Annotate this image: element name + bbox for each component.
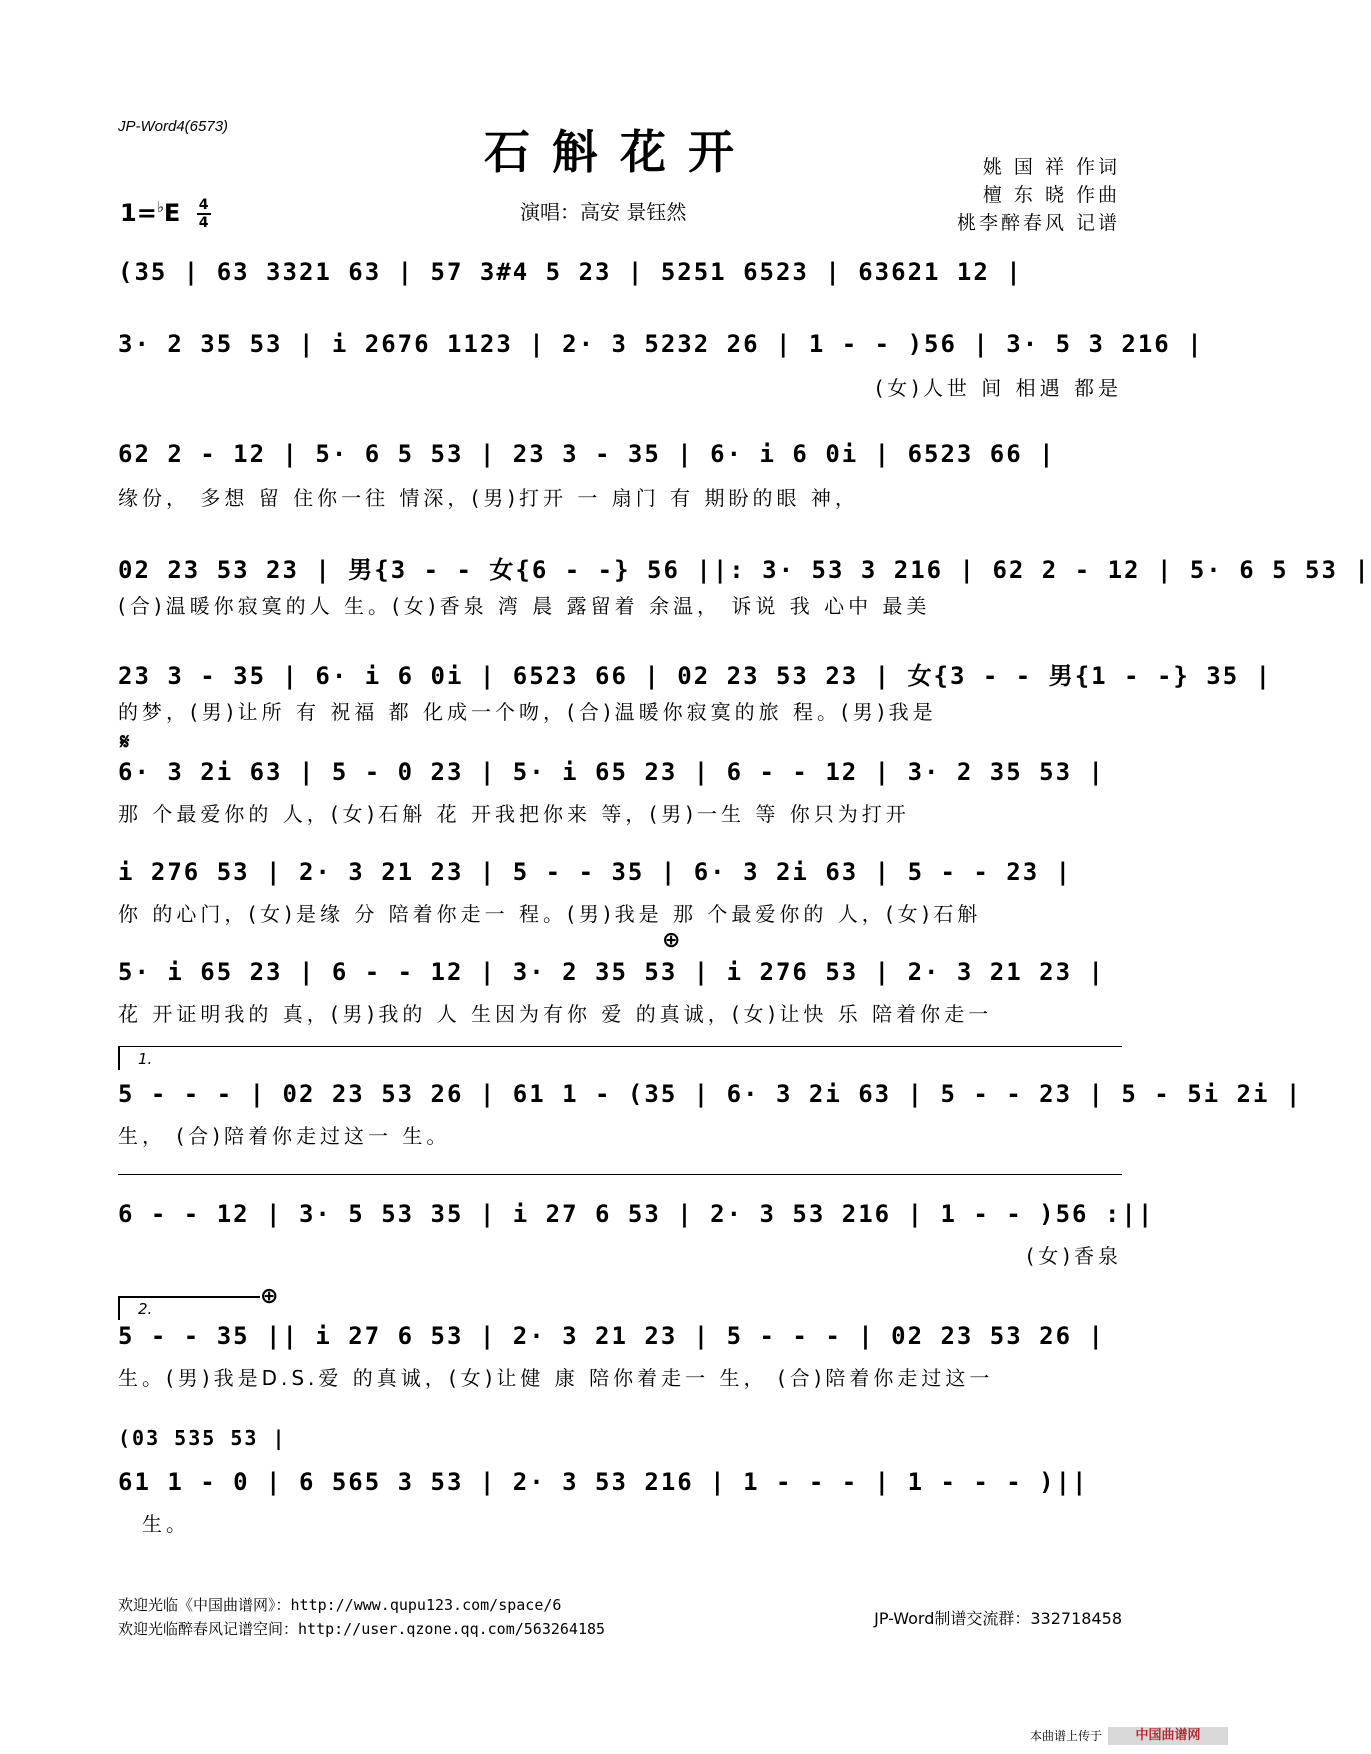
flat-sign: ♭ [156, 198, 164, 216]
lyric-line-3: 缘份， 多想 留 住你一往 情深，(男)打开 一 扇门 有 期盼的眼 神， [118, 486, 859, 510]
score-line-12: 61 1 - 0 | 6 565 3 53 | 2· 3 53 216 | 1 - - - | 1 - - - )|| [118, 1468, 1089, 1496]
score-line-12-upper: (03 535 53 | [118, 1426, 287, 1450]
score-line-6: 6· 3 2i 63 | 5 - 0 23 | 5· i 65 23 | 6 - - 12 | 3· 2 35 53 | [118, 758, 1105, 786]
upload-text: 本曲谱上传于 [1029, 1729, 1102, 1743]
time-signature-top: 4 [198, 197, 209, 213]
singers-credit: 演唱：高安 景钰然 [520, 200, 687, 224]
volta-1-label: 1. [138, 1050, 153, 1068]
lyric-line-7: 你 的心门，(女)是缘 分 陪着你走一 程。(男)我是 那 个最爱你的 人，(女)石斛 [118, 902, 982, 926]
lyric-line-9: 生， (合)陪着你走过这一 生。 [118, 1124, 451, 1148]
lyricist-credit: 姚 国 祥 作词 [982, 156, 1120, 178]
volta-2-bracket [118, 1296, 260, 1320]
segno-sign: 𝄋 [120, 730, 130, 755]
watermark-text: JP-Word4(6573) [118, 118, 229, 135]
lyric-line-12: 生。 [142, 1512, 190, 1536]
lyric-line-5: 的梦，(男)让所 有 祝福 都 化成一个吻，(合)温暖你寂寞的旅 程。(男)我是 [118, 700, 937, 724]
volta-1-edge [118, 1046, 153, 1070]
time-signature-bottom: 4 [198, 215, 209, 231]
volta-1-bracket [118, 1046, 1122, 1047]
lyric-line-2: (女)人世 间 相遇 都是 [875, 376, 1122, 400]
time-signature [197, 198, 211, 230]
footer-space-link: 欢迎光临醉春风记谱空间：http://user.qzone.qq.com/563264185 [118, 1620, 606, 1638]
key-signature [120, 198, 211, 230]
score-line-1: (35 | 63 3321 63 | 57 3#4 5 23 | 5251 6523 | 63621 12 | [118, 258, 1023, 286]
lyric-line-10: (女)香泉 [1026, 1244, 1122, 1268]
score-line-5: 23 3 - 35 | 6· i 6 0i | 6523 66 | 02 23 53 23 | 女{3 - - 男{1 - -} 35 | [118, 662, 1273, 690]
footer-site-link: 欢迎光临《中国曲谱网》：http://www.qupu123.com/space/6 [118, 1596, 562, 1614]
score-line-2: 3· 2 35 53 | i 2676 1123 | 2· 3 5232 26 | 1 - - )56 | 3· 5 3 216 | [118, 330, 1204, 358]
lyric-line-11: 生。(男)我是D.S.爱 的真诚，(女)让健 康 陪你着走一 生， (合)陪着你走过这一 [118, 1366, 994, 1390]
score-line-8: 5· i 65 23 | 6 - - 12 | 3· 2 35 53 | i 276 53 | 2· 3 21 23 | [118, 958, 1105, 986]
song-title: 石斛花开 [484, 125, 756, 179]
key-letter: E [163, 199, 181, 227]
score-line-10: 6 - - 12 | 3· 5 53 35 | i 27 6 53 | 2· 3 53 216 | 1 - - )56 :|| [118, 1200, 1155, 1228]
coda-sign: ⊕ [662, 928, 681, 953]
score-line-3: 62 2 - 12 | 5· 6 5 53 | 23 3 - 35 | 6· i 6 0i | 6523 66 | [118, 440, 1056, 468]
lyric-line-6: 那 个最爱你的 人，(女)石斛 花 开我把你来 等，(男)一生 等 你只为打开 [118, 802, 910, 826]
volta-2-label: 2. [138, 1300, 153, 1318]
score-line-4: 02 23 53 23 | 男{3 - - 女{6 - -} 56 ||: 3· 53 3 216 | 62 2 - 12 | 5· 6 5 53 | [118, 556, 1371, 584]
score-line-11: 5 - - 35 || i 27 6 53 | 2· 3 21 23 | 5 - - - | 02 23 53 26 | [118, 1322, 1105, 1350]
lyric-line-8: 花 开证明我的 真，(男)我的 人 生因为有你 爱 的真诚，(女)让快 乐 陪着你走一 [118, 1002, 993, 1026]
volta-1-continuation [118, 1174, 1122, 1175]
key-prefix: 1= [120, 199, 157, 227]
score-line-9: 5 - - - | 02 23 53 26 | 61 1 - (35 | 6· 3 2i 63 | 5 - - 23 | 5 - 5i 2i | [118, 1080, 1303, 1108]
site-logo: 中国曲谱网 [1108, 1727, 1228, 1745]
transcriber-credit: 桃李醉春风 记谱 [956, 212, 1120, 234]
coda-sign-2: ⊕ [260, 1284, 279, 1309]
footer-qq-group: JP-Word制谱交流群：332718458 [874, 1609, 1122, 1628]
score-line-7: i 276 53 | 2· 3 21 23 | 5 - - 35 | 6· 3 2i 63 | 5 - - 23 | [118, 858, 1073, 886]
composer-credit: 檀 东 晓 作曲 [982, 184, 1120, 206]
lyric-line-4: (合)温暖你寂寞的人 生。(女)香泉 湾 晨 露留着 余温， 诉说 我 心中 最美 [118, 594, 931, 618]
